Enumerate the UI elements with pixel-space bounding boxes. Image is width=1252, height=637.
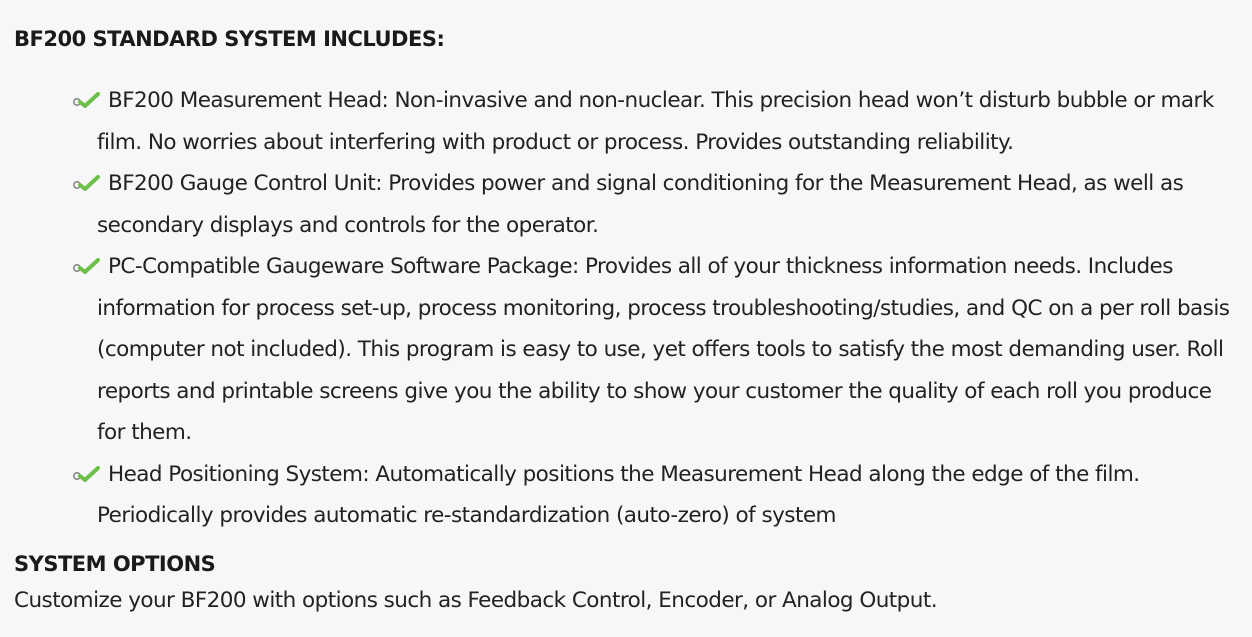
checkmark-icon	[72, 257, 102, 277]
list-item	[72, 163, 1242, 246]
checkmark-icon	[72, 91, 102, 111]
system-options-heading: SYSTEM OPTIONS	[14, 552, 216, 576]
list-item-text: BF200 Measurement Head: Non-invasive and non-nuclear. This precision head won’t disturb bubble or mark film. No worries about interfering with product or process. Provides outstanding reliability.	[97, 88, 1214, 155]
section-heading: BF200 STANDARD SYSTEM INCLUDES:	[14, 27, 445, 51]
list-item	[72, 246, 1242, 454]
list-item	[72, 80, 1242, 163]
checkmark-icon	[72, 465, 102, 485]
list-item	[72, 454, 1242, 537]
includes-list	[72, 80, 1242, 537]
list-item-text: Head Positioning System: Automatically positions the Measurement Head along the edge of the film. Periodically provides automatic re-standardization (auto-zero) of system	[97, 461, 1140, 528]
system-options-text: Customize your BF200 with options such as Feedback Control, Encoder, or Analog Output.	[14, 588, 937, 613]
list-item-text: PC-Compatible Gaugeware Software Package: Provides all of your thickness information needs. Includes information for process set-up, process monitoring, process troubleshooting/studies, and QC on a per roll basis (computer not included). This program is easy to use, yet offers tools to satisfy the most demanding user. Roll reports and printable screens give you the ability to show your customer the quality of each roll you produce for them.	[97, 254, 1230, 445]
checkmark-icon	[72, 174, 102, 194]
list-item-text: BF200 Gauge Control Unit: Provides power and signal conditioning for the Measurement Head, as well as secondary displays and controls for the operator.	[97, 171, 1184, 238]
